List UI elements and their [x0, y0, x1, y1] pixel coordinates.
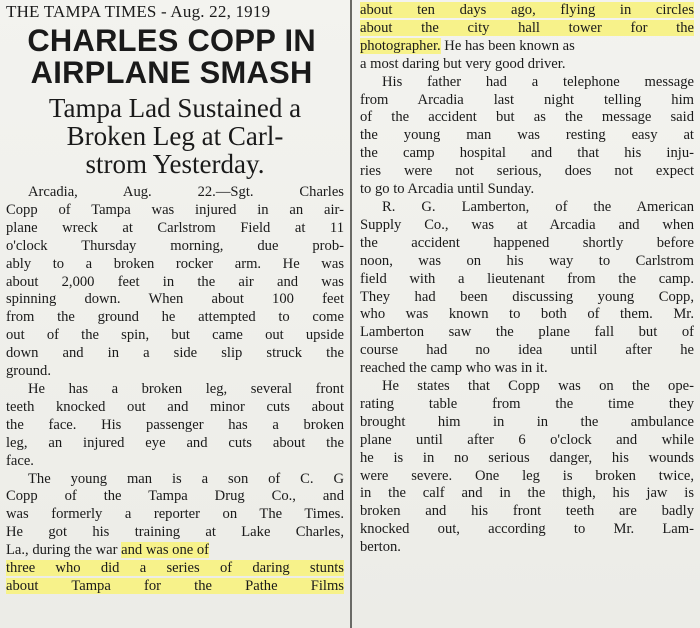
subhead-line-1: Tampa Lad Sustained a: [48, 93, 302, 123]
text-line: ably to a broken rocker arm. He was: [6, 255, 344, 272]
text-line: His father had a telephone message: [382, 73, 694, 90]
text-line: Supply Co., was at Arcadia and when: [360, 216, 694, 233]
highlighted-text: about ten days ago, flying in circles: [360, 2, 694, 18]
text-line: Lamberton saw the plane fall but of: [360, 324, 694, 341]
text-line: He got his training at Lake Charles,: [6, 524, 344, 541]
text-line: brought him in in the ambulance: [360, 413, 694, 430]
text-line: the accident happened shortly before: [360, 234, 694, 251]
text-line: from Arcadia last night telling him: [360, 91, 694, 108]
text-line: R. G. Lamberton, of the American: [382, 198, 694, 215]
text-line: in the calf and in the thigh, his jaw is: [360, 485, 694, 502]
text-line: the camp hospital and that his inju-: [360, 145, 694, 162]
text-line: teeth knocked out and minor cuts about: [6, 398, 344, 415]
text-line-mixed: [6, 542, 344, 560]
article-body-right: [360, 0, 694, 557]
text-line: who was known to both of them. Mr.: [360, 306, 694, 323]
article-body-left: [6, 184, 344, 596]
text-line: out of the spin, but came out upside: [6, 327, 344, 344]
text-line: The young man is a son of C. G: [28, 470, 344, 487]
text-line: [6, 560, 344, 578]
highlighted-text: about the city hall tower for the: [360, 19, 694, 36]
text-line: rating table from the time they: [360, 395, 694, 412]
text-line: plane wreck at Carlstrom Field at 11: [6, 219, 344, 236]
text-line: [360, 20, 694, 38]
subhead-line-2: Broken Leg at Carl-: [66, 121, 284, 151]
text-line: course had no idea until after he: [360, 342, 694, 359]
text-segment: La., during the war: [6, 542, 122, 559]
text-line: was formerly a reporter on The Times.: [6, 506, 344, 523]
text-line: down and in a side slip struck the: [6, 345, 344, 362]
text-line: reached the camp who was in it.: [360, 360, 548, 377]
text-line: he is in no serious danger, his wounds: [360, 449, 694, 466]
text-line: He has a broken leg, several front: [28, 380, 344, 397]
text-line-mixed: [360, 38, 694, 56]
text-line: Arcadia, Aug. 22.—Sgt. Charles: [28, 184, 344, 200]
text-line: the young man was resting easy at: [360, 127, 694, 144]
text-line: knocked out, according to Mr. Lam-: [360, 521, 694, 538]
dateline: THE TAMPA TIMES - Aug. 22, 1919: [6, 2, 271, 21]
text-line: berton.: [360, 539, 401, 556]
headline-line-2: AIRPLANE SMASH: [30, 54, 313, 90]
highlighted-text: three who did a series of daring stunts: [6, 560, 344, 577]
text-line: about 2,000 feet in the air and was: [6, 273, 344, 290]
text-line: [360, 2, 694, 20]
subheadline: [6, 94, 344, 178]
column-divider: [350, 0, 352, 628]
text-line: They had been discussing young Copp,: [360, 288, 694, 305]
highlighted-text: and was one of: [121, 542, 210, 559]
text-line: face.: [6, 452, 34, 469]
text-line: a most daring but very good driver.: [360, 55, 566, 72]
text-segment: He has been known as: [440, 37, 575, 54]
text-line: from the ground he attempted to come: [6, 309, 344, 326]
text-line: He states that Copp was on the ope-: [382, 378, 694, 395]
text-line: plane until after 6 o'clock and while: [360, 431, 694, 448]
text-line: [6, 578, 344, 596]
text-line: spinning down. When about 100 feet: [6, 291, 344, 308]
text-line: were severe. One leg is broken twice,: [360, 467, 694, 484]
subhead-line-3: strom Yesterday.: [85, 149, 265, 179]
text-line: ries were not serious, does not expect: [360, 163, 694, 180]
text-line: field with a lieutenant from the camp.: [360, 270, 694, 287]
text-line: the face. His passenger has a broken: [6, 416, 344, 433]
text-line: ground.: [6, 363, 51, 380]
text-line: of the accident but as the message said: [360, 109, 694, 126]
headline: [6, 24, 337, 88]
highlighted-text: photographer.: [360, 37, 441, 54]
text-line: leg, an injured eye and cuts about the: [6, 434, 344, 451]
right-column: [354, 0, 700, 628]
text-line: to go to Arcadia until Sunday.: [360, 181, 535, 198]
text-line: broken and his front teeth are badly: [360, 503, 694, 520]
highlighted-text: about Tampa for the Pathe Films: [6, 577, 344, 594]
text-line: Copp of the Tampa Drug Co., and: [6, 488, 344, 505]
text-line: noon, was on his way to Carlstrom: [360, 252, 694, 269]
headline-line-1: CHARLES COPP IN: [27, 22, 316, 58]
text-line: o'clock Thursday morning, due prob-: [6, 237, 344, 254]
text-line: Copp of Tampa was injured in an air-: [6, 201, 344, 218]
